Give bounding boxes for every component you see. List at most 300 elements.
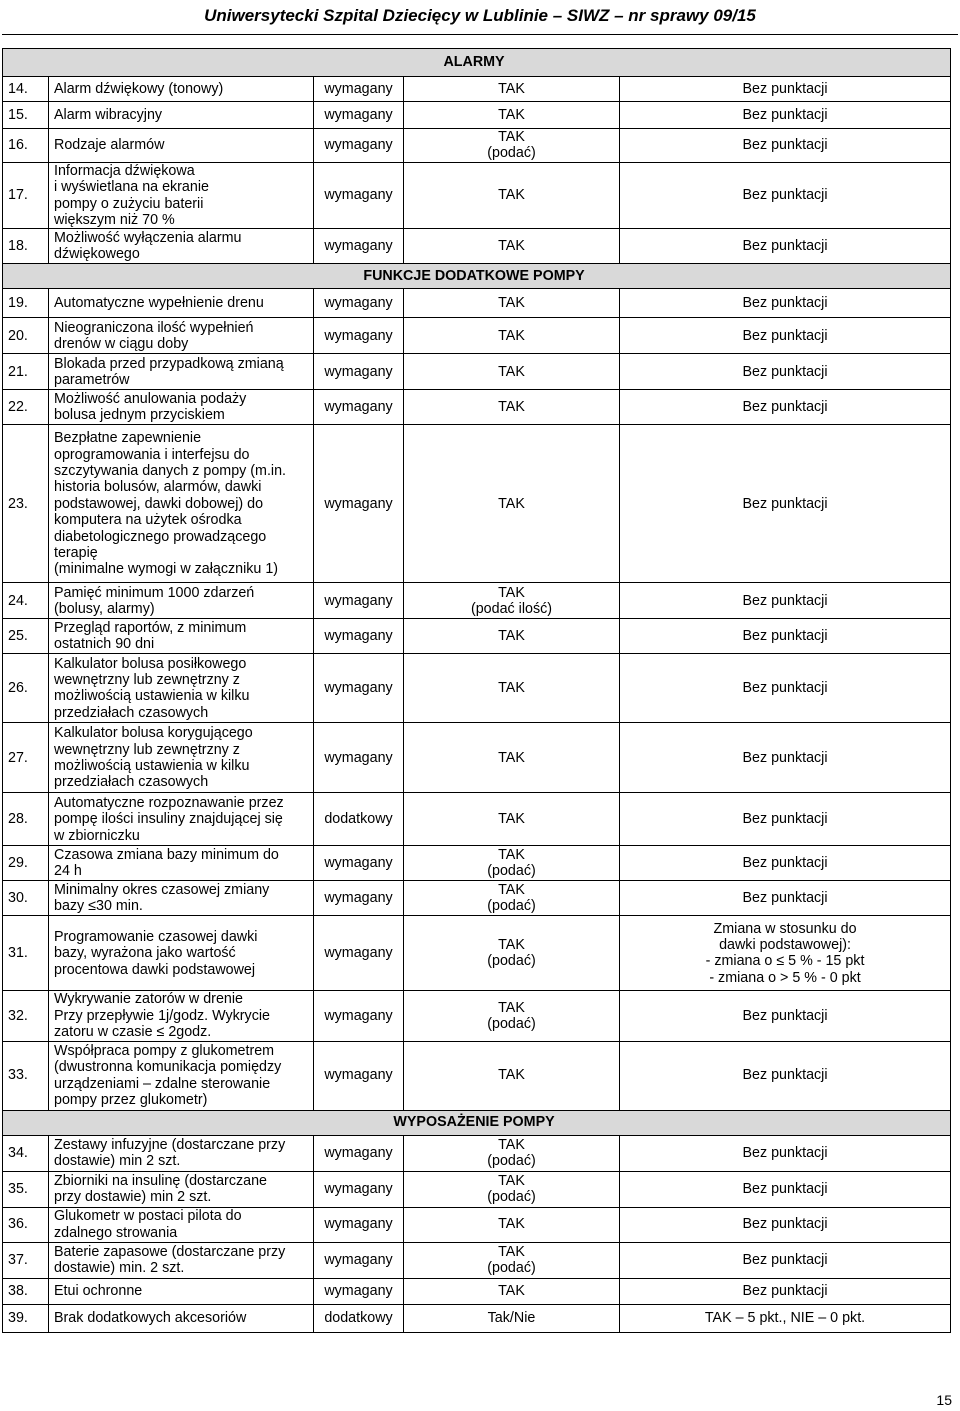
row-number bbox=[3, 654, 49, 723]
row-number bbox=[3, 1242, 49, 1278]
table-row bbox=[3, 77, 951, 102]
parameter-description bbox=[49, 289, 314, 318]
parameter-description bbox=[49, 723, 314, 793]
required-value-cell-line: TAK bbox=[498, 811, 525, 828]
table-row bbox=[3, 390, 951, 425]
row-number bbox=[3, 1207, 49, 1242]
requirement-cell-line: wymagany bbox=[324, 238, 393, 255]
row-number-line: 19. bbox=[8, 295, 28, 312]
parameter-description-line: dźwiękowego bbox=[54, 246, 140, 263]
required-value-cell-line: TAK bbox=[498, 847, 525, 864]
parameter-description-line: dostawie) min. 2 szt. bbox=[54, 1260, 185, 1277]
scoring-cell bbox=[620, 991, 951, 1041]
required-value-cell bbox=[404, 425, 620, 583]
scoring-cell bbox=[620, 1304, 951, 1332]
parameter-description-line: parametrów bbox=[54, 371, 130, 388]
parameter-description-line: Nieograniczona ilość wypełnień bbox=[54, 319, 254, 336]
requirement-cell bbox=[314, 583, 404, 619]
scoring-cell bbox=[620, 583, 951, 619]
required-value-cell-line: TAK bbox=[498, 327, 525, 344]
requirement-cell bbox=[314, 654, 404, 723]
required-value-cell bbox=[404, 1135, 620, 1171]
parameter-description-line: diabetologicznego prowadzącego bbox=[54, 528, 267, 545]
row-number-line: 22. bbox=[8, 399, 28, 416]
scoring-cell bbox=[620, 793, 951, 846]
parameter-description-line: możliwością ustawienia w kilku bbox=[54, 757, 250, 774]
table-row bbox=[3, 162, 951, 229]
row-number bbox=[3, 1171, 49, 1207]
requirement-cell bbox=[314, 991, 404, 1041]
parameter-description bbox=[49, 129, 314, 163]
required-value-cell bbox=[404, 991, 620, 1041]
scoring-cell bbox=[620, 77, 951, 102]
row-number-line: 16. bbox=[8, 137, 28, 154]
page-number: 15 bbox=[936, 1392, 952, 1408]
required-value-cell bbox=[404, 102, 620, 129]
parameter-description-line: pompy o zużyciu baterii bbox=[54, 195, 204, 212]
parameter-description-line: bolusa jednym przyciskiem bbox=[54, 407, 225, 424]
parameter-description-line: Glukometr w postaci pilota do bbox=[54, 1208, 242, 1225]
required-value-cell bbox=[404, 289, 620, 318]
parameter-description-line: Czasowa zmiana bazy minimum do bbox=[54, 847, 279, 864]
required-value-cell-line: TAK bbox=[498, 749, 525, 766]
requirement-cell bbox=[314, 1135, 404, 1171]
required-value-cell bbox=[404, 793, 620, 846]
required-value-cell-line: TAK bbox=[498, 584, 525, 601]
requirement-cell bbox=[314, 1242, 404, 1278]
required-value-cell bbox=[404, 654, 620, 723]
scoring-cell-line: Bez punktacji bbox=[742, 106, 828, 123]
parameter-description-line: Blokada przed przypadkową zmianą bbox=[54, 355, 284, 372]
row-number-line: 29. bbox=[8, 855, 28, 872]
table-row bbox=[3, 881, 951, 916]
scoring-cell bbox=[620, 390, 951, 425]
scoring-cell-line: dawki podstawowej): bbox=[719, 937, 851, 954]
parameter-description-line: podstawowej, dawki dobowej) do bbox=[54, 495, 264, 512]
requirement-cell-line: wymagany bbox=[324, 890, 393, 907]
required-value-cell bbox=[404, 390, 620, 425]
row-number-line: 17. bbox=[8, 187, 28, 204]
row-number bbox=[3, 1304, 49, 1332]
row-number-line: 21. bbox=[8, 363, 28, 380]
parameter-description-line: drenów w ciągu doby bbox=[54, 335, 189, 352]
parameter-description-line: Automatyczne wypełnienie drenu bbox=[54, 295, 264, 312]
required-value-cell-line: TAK bbox=[498, 1067, 525, 1084]
requirement-cell bbox=[314, 1041, 404, 1110]
row-number-line: 25. bbox=[8, 628, 28, 645]
row-number bbox=[3, 991, 49, 1041]
table-row bbox=[3, 846, 951, 881]
parameter-description-line: wewnętrzny lub zewnętrzny z bbox=[54, 741, 240, 758]
requirement-cell-line: dodatkowy bbox=[324, 1309, 393, 1326]
required-value-cell bbox=[404, 318, 620, 354]
requirement-cell-line: wymagany bbox=[324, 137, 393, 154]
parameter-description-line: pompę ilości insuliny znajdującej się bbox=[54, 811, 283, 828]
parameter-description-line: Alarm wibracyjny bbox=[54, 106, 163, 123]
parameter-description bbox=[49, 1304, 314, 1332]
row-number bbox=[3, 916, 49, 991]
requirement-cell bbox=[314, 1278, 404, 1304]
scoring-cell-line: Bez punktacji bbox=[742, 592, 828, 609]
scoring-cell bbox=[620, 1278, 951, 1304]
row-number bbox=[3, 1041, 49, 1110]
requirement-cell-line: wymagany bbox=[324, 1216, 393, 1233]
header-divider bbox=[2, 34, 958, 35]
row-number bbox=[3, 846, 49, 881]
required-value-cell-line: TAK bbox=[498, 187, 525, 204]
scoring-cell-line: Bez punktacji bbox=[742, 80, 828, 97]
row-number bbox=[3, 1278, 49, 1304]
row-number bbox=[3, 881, 49, 916]
row-number-line: 27. bbox=[8, 749, 28, 766]
row-number bbox=[3, 77, 49, 102]
requirement-cell bbox=[314, 1171, 404, 1207]
row-number bbox=[3, 619, 49, 654]
parameter-description-line: Rodzaje alarmów bbox=[54, 137, 165, 154]
table-row bbox=[3, 354, 951, 390]
section-title: FUNKCJE DODATKOWE POMPY bbox=[3, 264, 951, 289]
parameter-description bbox=[49, 1135, 314, 1171]
parameter-description-line: (bolusy, alarmy) bbox=[54, 600, 155, 617]
requirement-cell-line: wymagany bbox=[324, 1180, 393, 1197]
scoring-cell bbox=[620, 1135, 951, 1171]
parameter-description-line: Minimalny okres czasowej zmiany bbox=[54, 882, 270, 899]
section-title: WYPOSAŻENIE POMPY bbox=[3, 1110, 951, 1135]
table-row bbox=[3, 289, 951, 318]
parameter-description bbox=[49, 846, 314, 881]
parameter-description-line: Automatyczne rozpoznawanie przez bbox=[54, 794, 284, 811]
scoring-cell-line: Bez punktacji bbox=[742, 628, 828, 645]
required-value-cell bbox=[404, 881, 620, 916]
scoring-cell-line: Bez punktacji bbox=[742, 1180, 828, 1197]
parameter-description bbox=[49, 619, 314, 654]
scoring-cell-line: Bez punktacji bbox=[742, 1282, 828, 1299]
parameter-description bbox=[49, 229, 314, 264]
required-value-cell-line: TAK bbox=[498, 882, 525, 899]
table-row bbox=[3, 654, 951, 723]
scoring-cell bbox=[620, 654, 951, 723]
table-row bbox=[3, 1041, 951, 1110]
row-number bbox=[3, 289, 49, 318]
required-value-cell bbox=[404, 916, 620, 991]
row-number-line: 15. bbox=[8, 106, 28, 123]
row-number bbox=[3, 793, 49, 846]
scoring-cell bbox=[620, 354, 951, 390]
parameter-description-line: zatoru w czasie ≤ 2godz. bbox=[54, 1024, 212, 1041]
requirement-cell bbox=[314, 846, 404, 881]
parameter-description bbox=[49, 881, 314, 916]
required-value-cell-line: (podać) bbox=[487, 898, 536, 915]
requirement-cell bbox=[314, 354, 404, 390]
parameter-description bbox=[49, 1242, 314, 1278]
scoring-cell-line: Bez punktacji bbox=[742, 855, 828, 872]
requirement-cell-line: wymagany bbox=[324, 327, 393, 344]
required-value-cell-line: Tak/Nie bbox=[487, 1309, 536, 1326]
parameter-description-line: (minimalne wymogi w załączniku 1) bbox=[54, 561, 279, 578]
scoring-cell bbox=[620, 723, 951, 793]
scoring-cell bbox=[620, 318, 951, 354]
table-row bbox=[3, 129, 951, 163]
parameter-description-line: Możliwość wyłączenia alarmu bbox=[54, 230, 242, 247]
parameter-description bbox=[49, 1041, 314, 1110]
row-number-line: 23. bbox=[8, 495, 28, 512]
scoring-cell-line: TAK – 5 pkt., NIE – 0 pkt. bbox=[704, 1309, 866, 1326]
parameter-description bbox=[49, 318, 314, 354]
table-row bbox=[3, 1278, 951, 1304]
parameter-description-line: przy dostawie) min 2 szt. bbox=[54, 1189, 212, 1206]
parameter-description-line: procentowa dawki podstawowej bbox=[54, 961, 256, 978]
requirement-cell-line: wymagany bbox=[324, 495, 393, 512]
requirement-cell-line: wymagany bbox=[324, 363, 393, 380]
section-header bbox=[3, 49, 951, 77]
table-row bbox=[3, 583, 951, 619]
parameter-description-line: możliwością ustawienia w kilku bbox=[54, 688, 250, 705]
parameter-description-line: pompy przez glukometr) bbox=[54, 1092, 208, 1109]
row-number-line: 14. bbox=[8, 80, 28, 97]
parameter-description bbox=[49, 916, 314, 991]
section-header bbox=[3, 264, 951, 289]
required-value-cell-line: (podać) bbox=[487, 1153, 536, 1170]
scoring-cell-line: Bez punktacji bbox=[742, 295, 828, 312]
table-row bbox=[3, 1135, 951, 1171]
parameter-description-line: bazy, wyrażona jako wartość bbox=[54, 945, 236, 962]
requirement-cell-line: dodatkowy bbox=[324, 811, 393, 828]
requirement-cell-line: wymagany bbox=[324, 399, 393, 416]
parameter-description-line: dostawie) min 2 szt. bbox=[54, 1153, 181, 1170]
row-number-line: 32. bbox=[8, 1007, 28, 1024]
required-value-cell-line: TAK bbox=[498, 937, 525, 954]
requirement-cell-line: wymagany bbox=[324, 1144, 393, 1161]
required-value-cell-line: TAK bbox=[498, 1172, 525, 1189]
required-value-cell bbox=[404, 1242, 620, 1278]
requirement-cell bbox=[314, 318, 404, 354]
scoring-cell-line: Bez punktacji bbox=[742, 495, 828, 512]
scoring-cell-line: Bez punktacji bbox=[742, 137, 828, 154]
requirement-cell bbox=[314, 289, 404, 318]
row-number bbox=[3, 583, 49, 619]
table-row bbox=[3, 425, 951, 583]
table-row bbox=[3, 723, 951, 793]
scoring-cell bbox=[620, 102, 951, 129]
row-number-line: 33. bbox=[8, 1067, 28, 1084]
required-value-cell-line: (podać) bbox=[487, 1189, 536, 1206]
parameter-description-line: i wyświetlana na ekranie bbox=[54, 179, 209, 196]
scoring-cell-line: Bez punktacji bbox=[742, 680, 828, 697]
table-row bbox=[3, 793, 951, 846]
parameter-description bbox=[49, 1278, 314, 1304]
parameter-description-line: 24 h bbox=[54, 863, 82, 880]
requirement-cell-line: wymagany bbox=[324, 945, 393, 962]
required-value-cell-line: TAK bbox=[498, 1136, 525, 1153]
parameter-description-line: terapię bbox=[54, 544, 98, 561]
requirement-cell bbox=[314, 916, 404, 991]
required-value-cell bbox=[404, 1207, 620, 1242]
parameter-description-line: Informacja dźwiękowa bbox=[54, 162, 195, 179]
parameter-description-line: Kalkulator bolusa posiłkowego bbox=[54, 655, 247, 672]
required-value-cell bbox=[404, 229, 620, 264]
scoring-cell bbox=[620, 425, 951, 583]
required-value-cell bbox=[404, 1041, 620, 1110]
parameter-description-line: szczytywania danych z pompy (m.in. bbox=[54, 462, 287, 479]
requirement-cell-line: wymagany bbox=[324, 1251, 393, 1268]
parameter-description bbox=[49, 654, 314, 723]
requirement-cell bbox=[314, 425, 404, 583]
table-row bbox=[3, 991, 951, 1041]
row-number bbox=[3, 129, 49, 163]
requirement-cell-line: wymagany bbox=[324, 592, 393, 609]
requirement-cell-line: wymagany bbox=[324, 1067, 393, 1084]
required-value-cell-line: TAK bbox=[498, 999, 525, 1016]
requirement-cell bbox=[314, 793, 404, 846]
table-row bbox=[3, 619, 951, 654]
required-value-cell bbox=[404, 354, 620, 390]
parameter-description-line: Możliwość anulowania podaży bbox=[54, 391, 247, 408]
required-value-cell-line: (podać) bbox=[487, 953, 536, 970]
parameter-description-line: Zbiorniki na insulinę (dostarczane bbox=[54, 1172, 267, 1189]
row-number-line: 26. bbox=[8, 680, 28, 697]
scoring-cell-line: - zmiana o ≤ 5 % - 15 pkt bbox=[705, 953, 865, 970]
required-value-cell bbox=[404, 846, 620, 881]
row-number-line: 24. bbox=[8, 592, 28, 609]
parameter-description-line: historia bolusów, alarmów, dawki bbox=[54, 479, 262, 496]
table-row bbox=[3, 1242, 951, 1278]
requirement-cell-line: wymagany bbox=[324, 855, 393, 872]
row-number bbox=[3, 1135, 49, 1171]
requirement-cell bbox=[314, 129, 404, 163]
section-title: ALARMY bbox=[3, 49, 951, 77]
scoring-cell bbox=[620, 916, 951, 991]
parameter-description-line: Alarm dźwiękowy (tonowy) bbox=[54, 80, 224, 97]
scoring-cell bbox=[620, 619, 951, 654]
table-row bbox=[3, 1207, 951, 1242]
required-value-cell bbox=[404, 129, 620, 163]
table-row bbox=[3, 102, 951, 129]
requirement-cell-line: wymagany bbox=[324, 680, 393, 697]
row-number bbox=[3, 425, 49, 583]
scoring-cell bbox=[620, 881, 951, 916]
parameter-description-line: Pamięć minimum 1000 zdarzeń bbox=[54, 584, 255, 601]
parameter-description-line: komputera na użytek ośrodka bbox=[54, 512, 242, 529]
parameter-description-line: wewnętrzny lub zewnętrzny z bbox=[54, 672, 240, 689]
scoring-cell-line: Bez punktacji bbox=[742, 1251, 828, 1268]
required-value-cell-line: TAK bbox=[498, 495, 525, 512]
row-number bbox=[3, 162, 49, 229]
requirement-cell-line: wymagany bbox=[324, 1282, 393, 1299]
requirement-cell bbox=[314, 1304, 404, 1332]
parameter-description bbox=[49, 793, 314, 846]
document-title: Uniwersytecki Szpital Dziecięcy w Lublinie – SIWZ – nr sprawy 09/15 bbox=[204, 6, 756, 25]
specification-table bbox=[2, 48, 951, 1333]
requirement-cell-line: wymagany bbox=[324, 628, 393, 645]
scoring-cell bbox=[620, 162, 951, 229]
parameter-description-line: w zbiorniczku bbox=[54, 827, 140, 844]
scoring-cell bbox=[620, 846, 951, 881]
table-row bbox=[3, 916, 951, 991]
required-value-cell-line: TAK bbox=[498, 129, 525, 145]
required-value-cell bbox=[404, 1278, 620, 1304]
requirement-cell-line: wymagany bbox=[324, 187, 393, 204]
requirement-cell-line: wymagany bbox=[324, 749, 393, 766]
required-value-cell bbox=[404, 1304, 620, 1332]
parameter-description bbox=[49, 425, 314, 583]
parameter-description-line: zdalnego strowania bbox=[54, 1224, 178, 1241]
requirement-cell bbox=[314, 102, 404, 129]
parameter-description-line: przedziałach czasowych bbox=[54, 774, 209, 791]
required-value-cell-line: TAK bbox=[498, 1243, 525, 1260]
scoring-cell-line: Bez punktacji bbox=[742, 811, 828, 828]
parameter-description-line: Współpraca pompy z glukometrem bbox=[54, 1042, 275, 1059]
section-header bbox=[3, 1110, 951, 1135]
parameter-description-line: Wykrywanie zatorów w drenie bbox=[54, 991, 243, 1008]
scoring-cell-line: Bez punktacji bbox=[742, 363, 828, 380]
required-value-cell-line: TAK bbox=[498, 680, 525, 697]
parameter-description-line: ostatnich 90 dni bbox=[54, 636, 155, 653]
parameter-description-line: Etui ochronne bbox=[54, 1282, 143, 1299]
requirement-cell-line: wymagany bbox=[324, 1007, 393, 1024]
table-row bbox=[3, 1304, 951, 1332]
row-number bbox=[3, 390, 49, 425]
parameter-description-line: urządzeniami – zdalne sterowanie bbox=[54, 1075, 271, 1092]
required-value-cell bbox=[404, 583, 620, 619]
row-number-line: 34. bbox=[8, 1144, 28, 1161]
scoring-cell bbox=[620, 289, 951, 318]
parameter-description-line: Przy przepływie 1j/godz. Wykrycie bbox=[54, 1007, 270, 1024]
required-value-cell bbox=[404, 77, 620, 102]
row-number-line: 20. bbox=[8, 327, 28, 344]
scoring-cell bbox=[620, 1242, 951, 1278]
parameter-description-line: oprogramowania i interfejsu do bbox=[54, 446, 250, 463]
parameter-description-line: bazy ≤30 min. bbox=[54, 898, 143, 915]
table-row bbox=[3, 1171, 951, 1207]
scoring-cell bbox=[620, 1041, 951, 1110]
required-value-cell-line: (podać) bbox=[487, 145, 536, 162]
required-value-cell bbox=[404, 162, 620, 229]
requirement-cell bbox=[314, 229, 404, 264]
row-number-line: 35. bbox=[8, 1180, 28, 1197]
parameter-description bbox=[49, 1171, 314, 1207]
parameter-description-line: przedziałach czasowych bbox=[54, 704, 209, 721]
scoring-cell-line: Bez punktacji bbox=[742, 890, 828, 907]
requirement-cell bbox=[314, 162, 404, 229]
scoring-cell-line: Bez punktacji bbox=[742, 1144, 828, 1161]
scoring-cell bbox=[620, 229, 951, 264]
parameter-description-line: Bezpłatne zapewnienie bbox=[54, 430, 202, 447]
scoring-cell-line: Bez punktacji bbox=[742, 327, 828, 344]
row-number-line: 36. bbox=[8, 1216, 28, 1233]
requirement-cell bbox=[314, 723, 404, 793]
scoring-cell-line: Bez punktacji bbox=[742, 749, 828, 766]
scoring-cell-line: Bez punktacji bbox=[742, 399, 828, 416]
scoring-cell-line: Bez punktacji bbox=[742, 1067, 828, 1084]
requirement-cell bbox=[314, 1207, 404, 1242]
requirement-cell bbox=[314, 619, 404, 654]
row-number bbox=[3, 229, 49, 264]
scoring-cell-line: Zmiana w stosunku do bbox=[713, 920, 857, 937]
required-value-cell-line: TAK bbox=[498, 295, 525, 312]
required-value-cell-line: TAK bbox=[498, 80, 525, 97]
scoring-cell bbox=[620, 1207, 951, 1242]
required-value-cell-line: (podać) bbox=[487, 1016, 536, 1033]
required-value-cell-line: (podać ilość) bbox=[470, 600, 553, 617]
scoring-cell-line: Bez punktacji bbox=[742, 1216, 828, 1233]
row-number bbox=[3, 102, 49, 129]
parameter-description bbox=[49, 162, 314, 229]
scoring-cell bbox=[620, 1171, 951, 1207]
parameter-description bbox=[49, 390, 314, 425]
row-number-line: 37. bbox=[8, 1251, 28, 1268]
row-number-line: 30. bbox=[8, 890, 28, 907]
required-value-cell-line: (podać) bbox=[487, 1260, 536, 1277]
